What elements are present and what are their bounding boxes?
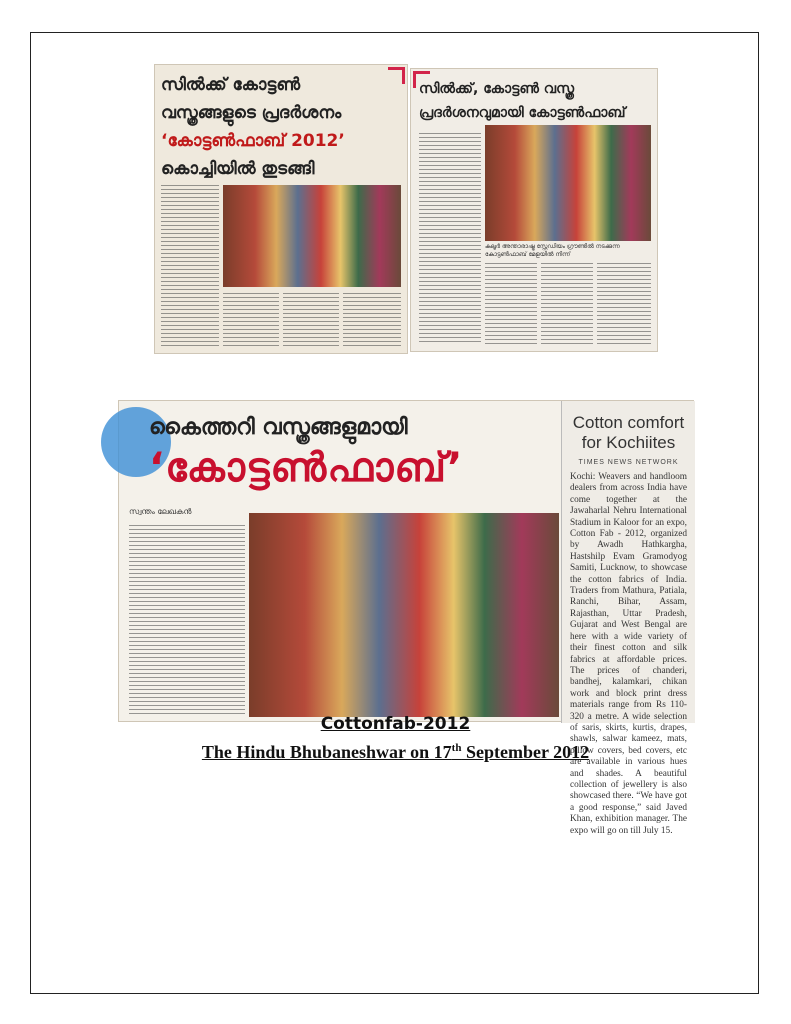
clipping-1-headline-line2: വസ്ത്രങ്ങളുടെ പ്രദർശനം — [161, 103, 342, 123]
clipping-3-kicker: കൈത്തറി വസ്ത്രങ്ങളുമായി — [149, 415, 408, 440]
caption-source-sup: th — [451, 742, 462, 754]
clipping-1-text-column — [283, 293, 339, 349]
clipping-2-text-column — [597, 263, 651, 345]
clipping-3-headline: ‘കോട്ടൺഫാബ്’ — [149, 445, 464, 491]
clipping-1-headline-line3: ‘കോട്ടൺഫാബ് 2012’ — [161, 131, 345, 151]
clipping-1-headline-line1: സിൽക്ക് കോട്ടൺ — [161, 75, 301, 95]
clipping-3-sidebar — [561, 401, 695, 836]
clipping-2-headline-line2: പ്രദർശനവുമായി കോട്ടൺഫാബ് — [419, 105, 626, 121]
clipping-3-photo — [249, 513, 559, 717]
clipping-1-text-column — [223, 293, 279, 349]
clipping-3-text-column — [129, 525, 245, 715]
clipping-2-text-column — [541, 263, 593, 345]
clipping-2-headline-line1: സിൽക്ക്, കോട്ടൺ വസ്ത്ര — [419, 81, 575, 97]
caption-source — [0, 742, 791, 763]
clipping-2-photo-caption: കലൂർ അന്താരാഷ്ട്ര സ്റ്റേഡിയം ഗ്രൗണ്ടിൽ നടക്കുന്ന കോട്ടൺഫാബ് മേളയിൽ നിന്ന് — [485, 243, 620, 258]
clipping-1-text-column — [343, 293, 401, 349]
newspaper-clipping-2 — [410, 68, 658, 352]
sidebar-title: Cotton comfort for Kochiites — [572, 413, 685, 452]
caption-source-date: September 2012 — [461, 742, 590, 762]
caption-source-text: The Hindu Bhubaneshwar on 17 — [201, 742, 452, 762]
clipping-1-photo — [223, 185, 401, 287]
newspaper-clipping-1 — [154, 64, 408, 354]
caption-title: Cottonfab-2012 — [320, 714, 471, 734]
corner-mark — [413, 71, 430, 88]
sidebar-body: Kochi: Weavers and handloom dealers from across India have come together at the Jawaharlal Nehru International Stadium in Kaloor for an expo, Cotton Fab - 2012, organized by Awadh Hathkargha, Hastshilp Evam Gramodyog Samiti, Lucknow, to showcase the cotton fabrics of India. Traders from Mathura, Patiala, Ranchi, Bihar, Assam, Rajasthan, Uttar Pradesh, Gujarat and West Bengal are here with a wide variety of their finest cotton and silk fabrics at affordable prices. The prices of chanderi, bandhej, kalamkari, chikan work and block print dress materials range from Rs 110-320 a metre. A wide selection of saris, skirts, kurtis, drapes, shawls, salwar kameez, mats, pillow covers, bed covers, etc are available in various hues and shades. A beautiful collection of jewellery is also showcased there. “We have got a good response,” said Javed Khan, exhibition manager. The expo will go on till July 15. — [570, 472, 687, 836]
clipping-2-photo — [485, 125, 651, 241]
clipping-2-headline — [419, 77, 651, 125]
clipping-2-text-column — [485, 263, 537, 345]
clipping-1-headline-line4: കൊച്ചിയിൽ തുടങ്ങി — [161, 159, 315, 179]
clipping-1-headline — [161, 71, 401, 183]
clipping-1-text-column — [161, 185, 219, 347]
corner-mark — [388, 67, 405, 84]
sidebar-network: TIMES NEWS NETWORK — [578, 459, 679, 466]
clipping-2-text-column — [419, 133, 481, 345]
clipping-3-byline: സ്വന്തം ലേഖകൻ — [129, 507, 192, 516]
